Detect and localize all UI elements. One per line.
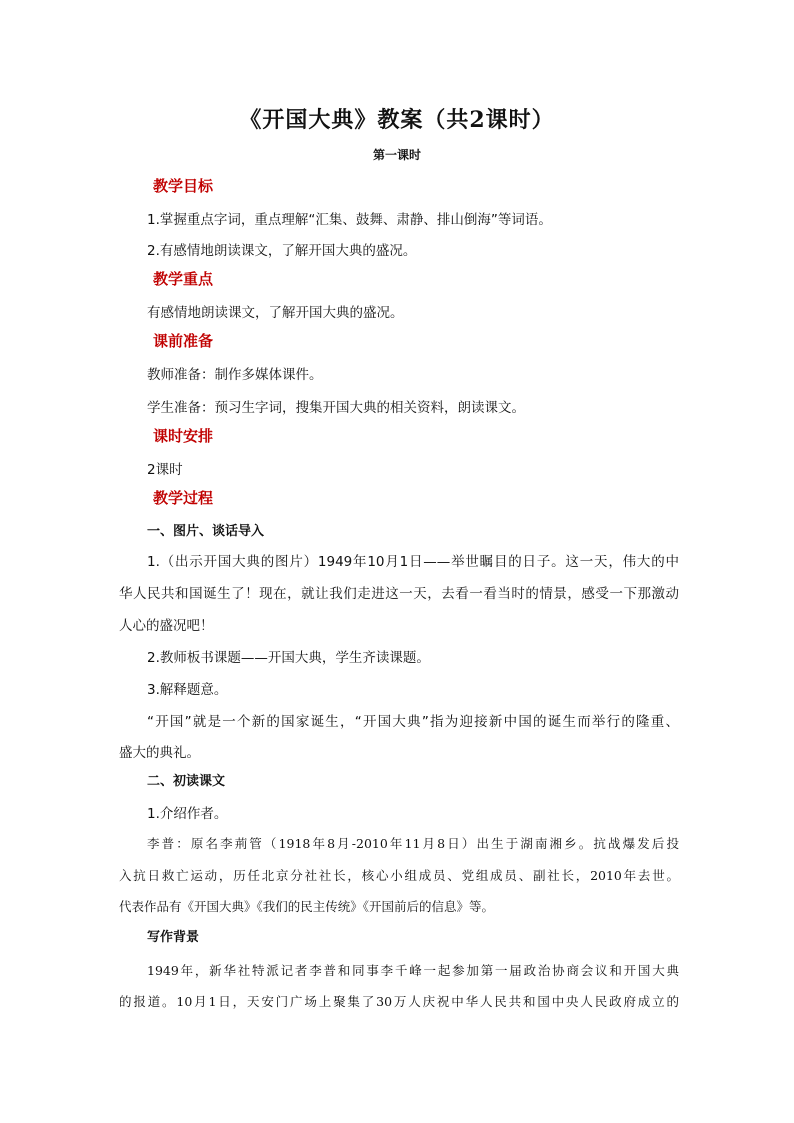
step-1-paragraph-line-3: 人心的盛况吧！ (119, 618, 214, 634)
goal-item-2: 2.有感情地朗读课文，了解开国大典的盛况。 (147, 243, 417, 259)
step-2-heading: 二、初读课文 (147, 774, 226, 789)
prep-student-text: 学生准备：预习生字词，搜集开国大典的相关资料，朗读课文。 (147, 400, 525, 416)
section-heading-process: 教学过程 (153, 489, 214, 507)
step-1-heading: 一、图片、谈话导入 (147, 524, 265, 539)
key-point-text: 有感情地朗读课文，了解开国大典的盛况。 (147, 305, 404, 321)
step-1-item-3: 3.解释题意。 (147, 682, 228, 698)
author-bio-line-2: 入抗日救亡运动，历任北京分社社长，核心小组成员、党组成员、副社长，2010年去世。 (119, 868, 679, 883)
background-line-1: 1949年，新华社特派记者李普和同事李千峰一起参加第一届政治协商会议和开国大典 (147, 963, 679, 978)
document-title: 《开国大典》教案（共2课时） (239, 107, 555, 133)
section-heading-schedule: 课时安排 (153, 427, 214, 445)
author-bio-line-1: 李普：原名李荊管（1918年8月-2010年11月8日）出生于湖南湘乡。抗战爆发后投 (147, 836, 679, 851)
step-1-paragraph-line-1: 1.（出示开国大典的图片）1949年10月1日——举世瞩目的日子。这一天，伟大的中 (147, 554, 679, 570)
step-2-item-1: 1.介绍作者。 (147, 806, 228, 822)
lesson-subtitle: 第一课时 (372, 148, 421, 162)
section-heading-goals: 教学目标 (153, 177, 214, 195)
step-1-item-2: 2.教师板书课题——开国大典，学生齐读课题。 (147, 650, 430, 666)
author-bio-line-3: 代表作品有《开国大典》《我们的民主传统》《开国前后的信息》等。 (119, 899, 495, 914)
prep-teacher-text: 教师准备：制作多媒体课件。 (147, 367, 323, 383)
background-heading: 写作背景 (147, 930, 200, 945)
section-heading-key-points: 教学重点 (153, 270, 214, 288)
title-meaning-line-2: 盛大的典礼。 (119, 745, 200, 761)
section-heading-preparation: 课前准备 (153, 332, 214, 350)
background-line-2: 的报道。10月1日，天安门广场上聚集了30万人庆祝中华人民共和国中央人民政府成立的 (119, 994, 679, 1009)
goal-item-1: 1.掌握重点字词，重点理解“汇集、鼓舞、肃静、排山倒海”等词语。 (147, 212, 552, 228)
step-1-paragraph-line-2: 华人民共和国诞生了！现在，就让我们走进这一天，去看一看当时的情景，感受一下那激动 (119, 586, 679, 602)
schedule-value: 2课时 (147, 462, 183, 478)
title-meaning-line-1: “开国”就是一个新的国家诞生，“开国大典”指为迎接新中国的诞生而举行的隆重、 (147, 714, 679, 730)
